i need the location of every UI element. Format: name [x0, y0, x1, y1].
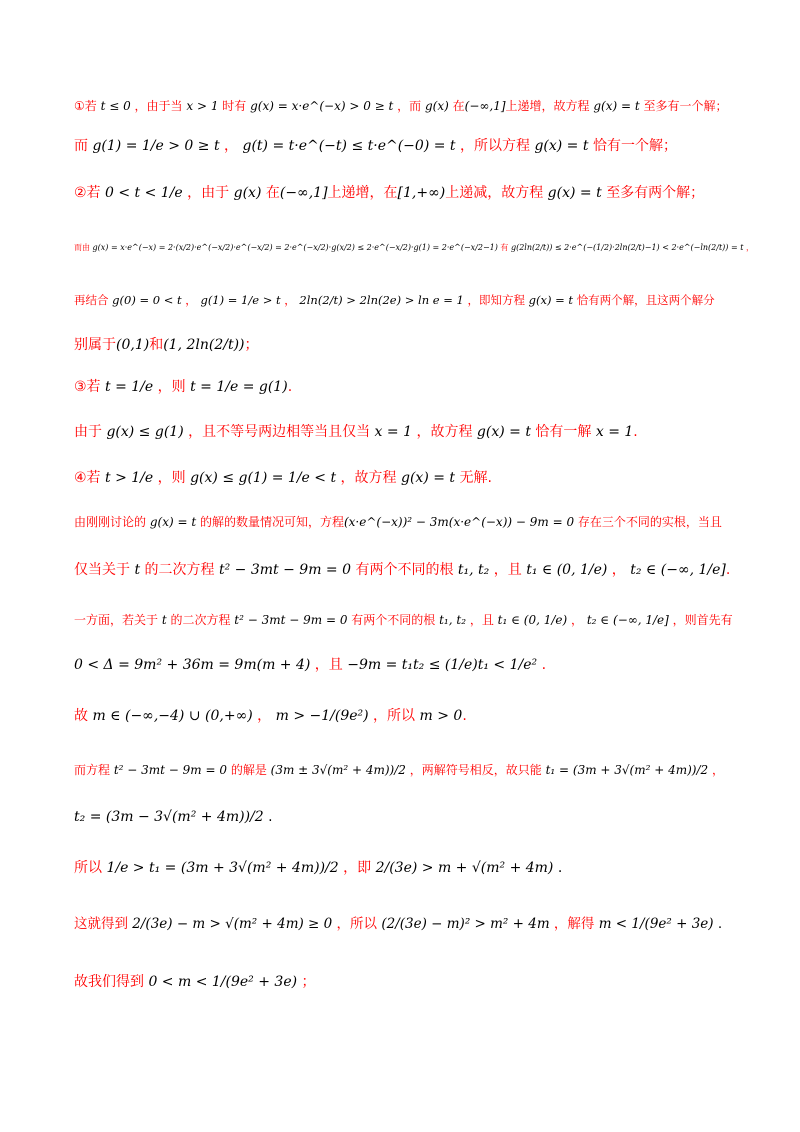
- math-expression: 2/(3e) > m + √(m² + 4m): [371, 860, 558, 876]
- math-expression: g(0) = 0 < t: [108, 293, 186, 307]
- math-expression: (−∞,1]: [464, 99, 506, 113]
- text-segment: .: [541, 657, 547, 673]
- math-expression: [1,+∞): [397, 185, 446, 201]
- text-segment: ，且不等号两边相等当且仅当: [188, 424, 371, 440]
- solve-line: [74, 914, 734, 934]
- math-expression: g(x): [421, 99, 453, 113]
- text-segment: ，且: [469, 613, 494, 627]
- case-1-line: [74, 96, 734, 116]
- math-expression: 2/(3e) − m > √(m² + 4m) ≥ 0: [128, 916, 337, 932]
- math-expression: g(x) = t: [543, 185, 607, 201]
- text-segment: 上递增，故方程: [505, 99, 590, 113]
- text-segment: 再结合: [74, 293, 109, 307]
- math-expression: m > −1/(9e²): [271, 708, 374, 724]
- case-3-line-2: [74, 422, 734, 442]
- text-segment: 至多有两个解；: [606, 185, 705, 201]
- text-segment: 由于: [74, 424, 102, 440]
- text-segment: ①若: [74, 99, 97, 113]
- text-segment: .: [287, 379, 293, 395]
- math-expression: t: [158, 613, 171, 627]
- text-segment: ，且: [314, 657, 343, 673]
- text-segment: ，即知方程: [467, 293, 525, 307]
- t2-line: [74, 807, 734, 827]
- text-segment: .: [717, 916, 723, 932]
- math-expression: m > 0: [415, 708, 463, 724]
- text-segment: 一方面，若关于: [74, 613, 159, 627]
- ineq-line: [74, 858, 734, 878]
- math-expression: t₁, t₂: [435, 613, 470, 627]
- text-segment: ，故方程: [340, 470, 397, 486]
- text-segment: ，故方程: [416, 424, 473, 440]
- text-segment: .: [462, 708, 467, 724]
- text-segment: 而: [74, 138, 88, 154]
- math-expression: g(x) = t: [396, 470, 460, 486]
- text-segment: ，而: [397, 99, 422, 113]
- math-expression: (2/(3e) − m)² > m² + 4m: [377, 916, 554, 932]
- math-expression: 0 < t < 1/e: [100, 185, 188, 201]
- text-segment: .: [557, 860, 563, 876]
- text-segment: 有两个不同的根: [351, 613, 436, 627]
- math-expression: t ≤ 0: [96, 99, 135, 113]
- summary-line-2: [74, 560, 734, 580]
- text-segment: ；: [301, 974, 316, 990]
- text-segment: ，: [284, 293, 296, 307]
- math-expression: t₁ ∈ (0, 1/e): [521, 562, 612, 578]
- text-segment: 而由: [74, 243, 90, 252]
- range-line: [74, 706, 734, 726]
- math-expression: 0 < m < 1/(9e² + 3e): [144, 974, 302, 990]
- math-expression: t₁ = (3m + 3√(m² + 4m))/2: [541, 763, 712, 777]
- text-segment: ，两解符号相反，故只能: [409, 763, 542, 777]
- text-segment: 而方程: [74, 763, 111, 777]
- math-expression: t = 1/e = g(1): [185, 379, 288, 395]
- math-expression: g(x) = t: [589, 99, 644, 113]
- text-segment: 故: [74, 708, 88, 724]
- math-expression: −9m = t₁t₂ ≤ (1/e)t₁ < 1/e²: [342, 657, 542, 673]
- math-expression: g(x) = t: [472, 424, 536, 440]
- math-expression: g(x) = x·e^(−x) > 0 ≥ t: [246, 99, 398, 113]
- text-segment: 时有: [222, 99, 247, 113]
- math-expression: g(x) = t: [524, 293, 577, 307]
- text-segment: ，即: [343, 860, 372, 876]
- text-segment: 的二次方程: [170, 613, 231, 627]
- text-segment: 的解的数量情况可知，方程: [199, 515, 344, 529]
- summary-line: [74, 512, 734, 532]
- text-segment: ，: [711, 763, 724, 777]
- text-segment: ，: [745, 243, 754, 252]
- math-expression: m < 1/(9e² + 3e): [594, 916, 718, 932]
- onehand-line: [74, 610, 734, 630]
- math-expression: t² − 3mt − 9m = 0: [230, 613, 352, 627]
- math-expression: m ∈ (−∞,−4) ∪ (0,+∞): [88, 708, 258, 724]
- text-segment: 的二次方程: [144, 562, 215, 578]
- case-2-line: [74, 183, 734, 203]
- math-expression: t = 1/e: [100, 379, 158, 395]
- math-expression: t₁ ∈ (0, 1/e): [493, 613, 572, 627]
- text-segment: 无解.: [459, 470, 492, 486]
- text-segment: ，: [224, 138, 239, 154]
- text-segment: ③若: [74, 379, 101, 395]
- math-expression: (x·e^(−x))² − 3m(x·e^(−x)) − 9m = 0: [343, 515, 578, 529]
- conclusion-line: [74, 972, 734, 992]
- text-segment: 恰有两个解，且这两个解分: [576, 293, 715, 307]
- text-segment: ，所以: [373, 708, 416, 724]
- text-segment: ，则: [157, 470, 186, 486]
- math-expression: g(1) = 1/e > t: [196, 293, 285, 307]
- text-segment: .: [725, 562, 731, 578]
- math-expression: t₁, t₂: [453, 562, 494, 578]
- text-segment: 的解是: [230, 763, 267, 777]
- text-segment: ，则首先有: [672, 613, 733, 627]
- math-expression: 2ln(2/t) > 2ln(2e) > ln e = 1: [295, 293, 468, 307]
- text-segment: ，所以: [336, 916, 378, 932]
- math-expression: (−∞,1]: [279, 185, 328, 201]
- math-expression: x = 1: [591, 424, 634, 440]
- math-expression: g(x): [229, 185, 266, 201]
- roots-line: [74, 760, 734, 780]
- case-4-line: [74, 468, 734, 488]
- math-expression: g(2ln(2/t)) ≤ 2·e^(−(1/2)·2ln(2/t)−1) < 2·e^(−ln(2/t)) = t: [508, 243, 746, 252]
- math-expression: t² − 3mt − 9m = 0: [110, 763, 231, 777]
- math-expression: 1/e > t₁ = (3m + 3√(m² + 4m))/2: [102, 860, 344, 876]
- math-expression: x > 1: [182, 99, 223, 113]
- math-expression: t₂ = (3m − 3√(m² + 4m))/2: [74, 809, 269, 825]
- math-expression: g(x) = x·e^(−x) = 2·(x/2)·e^(−x/2)·e^(−x/2) = 2·e^(−x/2)·g(x/2) ≤ 2·e^(−x/2)·g(1) = 2·e^(−x/2−1): [90, 243, 501, 252]
- text-segment: 在: [452, 99, 465, 113]
- math-expression: t₂ ∈ (−∞, 1/e]: [625, 562, 726, 578]
- text-segment: 恰有一解: [535, 424, 592, 440]
- text-segment: 至多有一个解；: [643, 99, 728, 113]
- text-segment: 仅当关于: [74, 562, 130, 578]
- text-segment: 由刚刚讨论的: [74, 515, 147, 529]
- math-expression: t₂ ∈ (−∞, 1/e]: [583, 613, 673, 627]
- math-expression: (0,1): [116, 337, 150, 353]
- math-expression: (3m ± 3√(m² + 4m))/2: [266, 763, 410, 777]
- text-segment: 有两个不同的根: [355, 562, 454, 578]
- math-expression: (1, 2ln(2/t)): [163, 337, 245, 353]
- case-2-line-4: [74, 335, 734, 355]
- math-expression: g(x) ≤ g(1): [102, 424, 189, 440]
- text-segment: ，则: [157, 379, 186, 395]
- delta-line: [74, 655, 734, 675]
- case-2-line-3: [74, 290, 734, 310]
- text-segment: ，且: [493, 562, 522, 578]
- math-expression: g(1) = 1/e > 0 ≥ t: [88, 138, 225, 154]
- text-segment: 存在三个不同的实根，当且: [577, 515, 722, 529]
- text-segment: ，由于当: [134, 99, 183, 113]
- text-segment: .: [268, 809, 273, 825]
- text-segment: ，: [611, 562, 626, 578]
- math-expression: g(x) = t: [530, 138, 593, 154]
- math-expression: g(x) = t: [146, 515, 200, 529]
- text-segment: 别属于: [74, 337, 116, 353]
- text-segment: 有: [500, 243, 509, 252]
- math-expression: g(x) ≤ g(1) = 1/e < t: [185, 470, 341, 486]
- text-segment: 所以: [74, 860, 102, 876]
- math-expression: t² − 3mt − 9m = 0: [214, 562, 356, 578]
- case-3-line: [74, 377, 734, 397]
- text-segment: 恰有一个解；: [592, 138, 677, 154]
- text-segment: 故我们得到: [74, 974, 144, 990]
- case-1-line-2: [74, 136, 734, 156]
- text-segment: ④若: [74, 470, 101, 486]
- text-segment: ，: [571, 613, 584, 627]
- case-2-line-2: [74, 236, 754, 258]
- math-expression: t: [130, 562, 145, 578]
- text-segment: 这就得到: [74, 916, 128, 932]
- math-expression: g(t) = t·e^(−t) ≤ t·e^(−0) = t: [238, 138, 460, 154]
- math-expression: x = 1: [370, 424, 417, 440]
- text-segment: ，解得: [553, 916, 595, 932]
- text-segment: 在: [265, 185, 280, 201]
- math-expression: t > 1/e: [100, 470, 158, 486]
- text-segment: 上递增，在: [327, 185, 398, 201]
- math-expression: 0 < Δ = 9m² + 36m = 9m(m + 4): [74, 657, 315, 673]
- text-segment: ，: [257, 708, 272, 724]
- text-segment: ，所以方程: [460, 138, 530, 154]
- text-segment: ，: [185, 293, 197, 307]
- text-segment: .: [633, 424, 638, 440]
- text-segment: ，由于: [187, 185, 230, 201]
- text-segment: 和: [149, 337, 164, 353]
- text-segment: ；: [244, 337, 259, 353]
- text-segment: ②若: [74, 185, 101, 201]
- text-segment: 上递减，故方程: [445, 185, 544, 201]
